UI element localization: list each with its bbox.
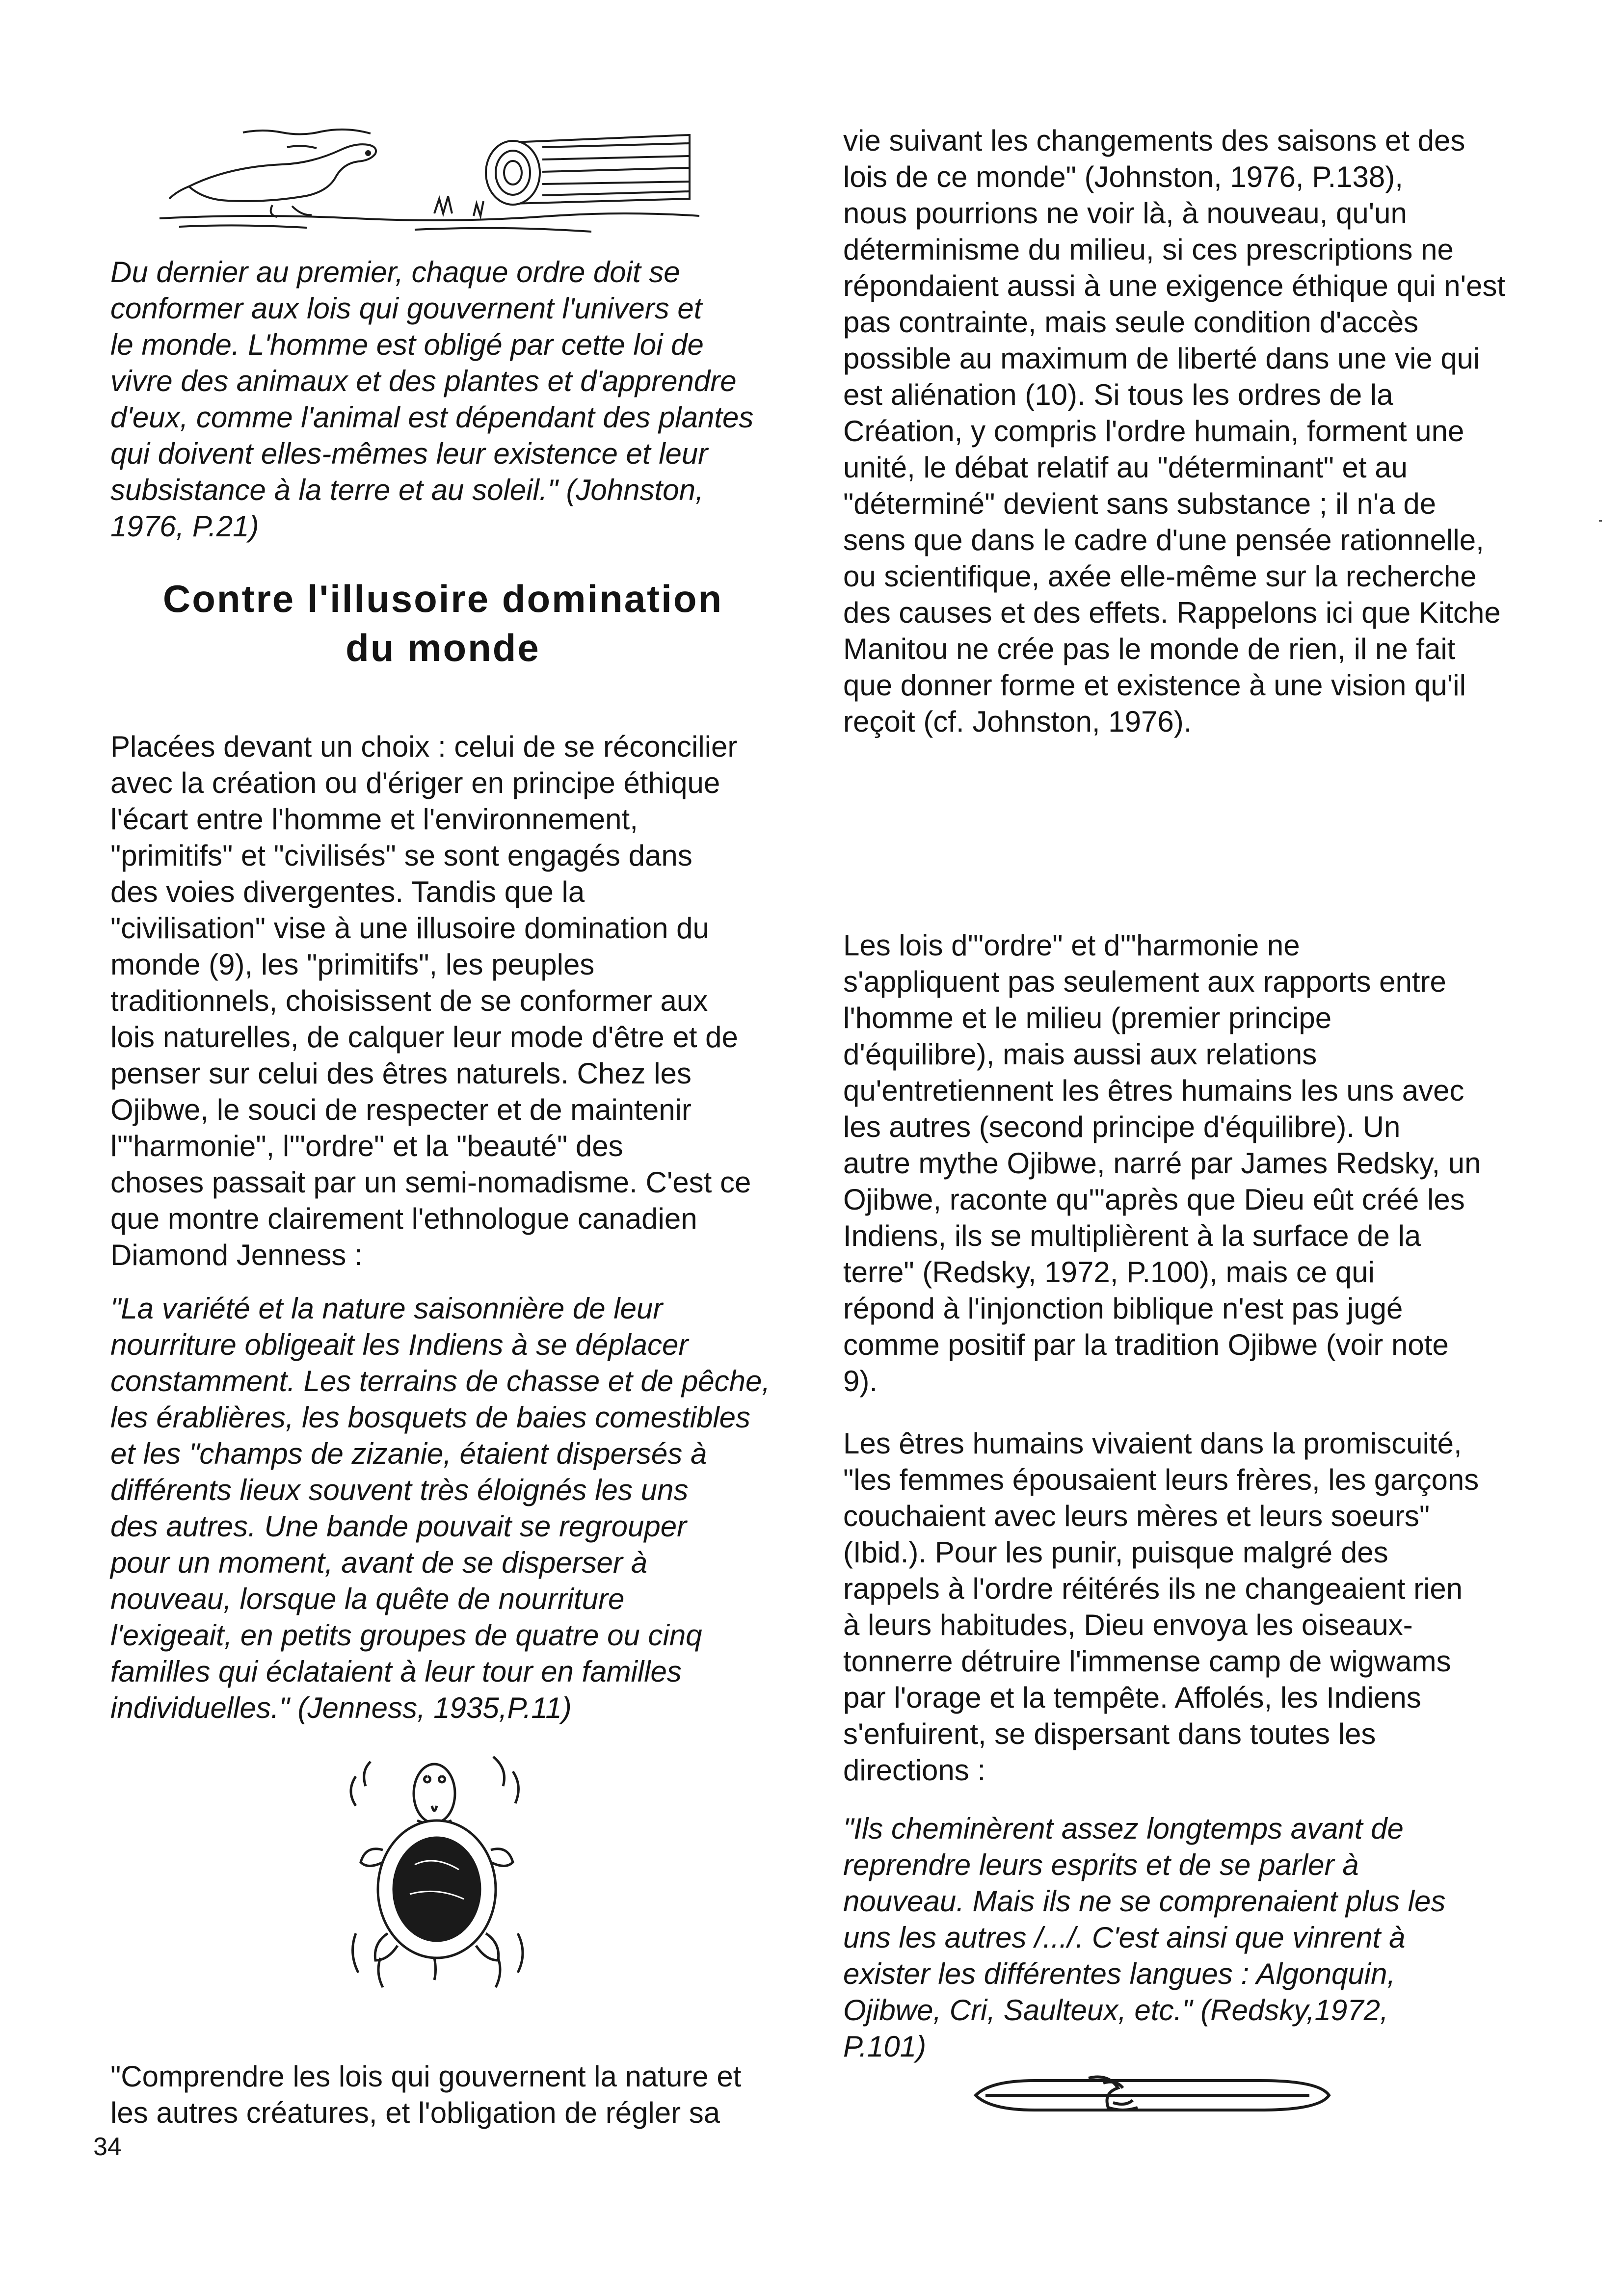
- paragraph: Placées devant un choix : celui de se réconcilier avec la création ou d'ériger en principe éthique l'écart entre l'homme et l'environnement, "primitifs" et "civilisés" se sont engagés dans des voies divergentes. Tandis que la "civilisation" vise à une illusoire domination du monde (9), les "primitifs", les peuples traditionnels, choisissent de se conformer aux lois naturelles, de calquer leur mode d'être et de penser sur celui des êtres naturels. Chez les Ojibwe, le souci de respecter et de maintenir l'"harmonie", l'"ordre" et la "beauté" des choses passait par un semi-nomadisme. C'est ce que montre clairement l'ethnologue canadien Diamond Jenness :: [110, 730, 751, 1271]
- otter-and-log-drawing: [160, 113, 724, 240]
- paragraph: Les êtres humains vivaient dans la promiscuité, "les femmes épousaient leurs frères, les garçons couchaient avec leurs mères et leurs soeurs" (Ibid.). Pour les punir, puisque malgré des rappels à l'ordre réitérés ils ne changeaient rien à leurs habitudes, Dieu envoya les oiseaux- tonnerre détruire l'immense camp de wigwams par l'orage et la tempête. Affolés, les Indiens s'enfuirent, se dispersant dans toutes les directions :: [843, 1427, 1479, 1787]
- paragraph: vie suivant les changements des saisons et des lois de ce monde" (Johnston, 1976, P.138), nous pourrions ne voir là, à nouveau, qu'un déterminisme du milieu, si ces prescriptions ne répondaient aussi à une exigence éthique qui n'est pas contrainte, mais seule condition d'accès possible au maximum de liberté dans une vie qui est aliénation (10). Si tous les ordres de la Création, y compris l'ordre humain, forment une unité, le débat relatif au "déterminant" et au "déterminé" devient sans substance ; il n'a de sens que dans le cadre d'une pensée rationnelle, ou scientifique, axée elle-même sur la recherche des causes et des effets. Rappelons ici que Kitche Manitou ne crée pas le monde de rien, il ne fait que donner forme et existence à une vision qu'il reçoit (cf. Johnston, 1976).: [843, 124, 1506, 738]
- redsky-quote: "Ils cheminèrent assez longtemps avant de reprendre leurs esprits et de se parler à nouveau. Mais ils ne se comprenaient plus les uns les autres /.../. C'est ainsi que vinrent à exister les différentes langues : Algonquin, Ojibwe, Cri, Saulteux, etc." (Redsky,1972, P.101): [843, 1812, 1446, 2063]
- turtle-drawing: [336, 1747, 542, 1992]
- page-number: 34: [93, 2133, 122, 2161]
- paragraph: "Comprendre les lois qui gouvernent la nature et les autres créatures, et l'obligation de régler sa: [110, 2060, 742, 2129]
- section-heading: Contre l'illusoire domination du monde: [162, 577, 723, 669]
- jenness-quote: "La variété et la nature saisonnière de leur nourriture obligeait les Indiens à se déplacer constamment. Les terrains de chasse et de pêche, les érablières, les bosquets de baies comestibles et les "champs de zizanie, étaient dispersés à différents lieux souvent très éloignés les uns des autres. Une bande pouvait se regrouper pour un moment, avant de se disperser à nouveau, lorsque la quête de nourriture l'exigeait, en petits groupes de quatre ou cinq familles qui éclataient à leur tour en familles individuelles." (Jenness, 1935,P.11): [110, 1292, 771, 1724]
- scan-speck: [1599, 520, 1602, 522]
- opening-quote: Du dernier au premier, chaque ordre doit se conformer aux lois qui gouvernent l'univers et le monde. L'homme est obligé par cette loi de vivre des animaux et des plantes et d'apprendre d'eux, comme l'animal est dépendant des plantes qui doivent elles-mêmes leur existence et leur subsistance à la terre et au soleil." (Johnston, 1976, P.21): [110, 256, 754, 543]
- canoe-drawing: [966, 2068, 1339, 2122]
- paragraph: Les lois d'"ordre" et d'"harmonie ne s'appliquent pas seulement aux rapports entre l'homme et le milieu (premier principe d'équilibre), mais aussi aux relations qu'entretiennent les êtres humains les uns avec les autres (second principe d'équilibre). Un autre mythe Ojibwe, narré par James Redsky, un Ojibwe, raconte qu'"après que Dieu eût créé les Indiens, ils se multiplièrent à la surface de la terre" (Redsky, 1972, P.100), mais ce qui répond à l'injonction biblique n'est pas jugé comme positif par la tradition Ojibwe (voir note 9).: [843, 929, 1481, 1398]
